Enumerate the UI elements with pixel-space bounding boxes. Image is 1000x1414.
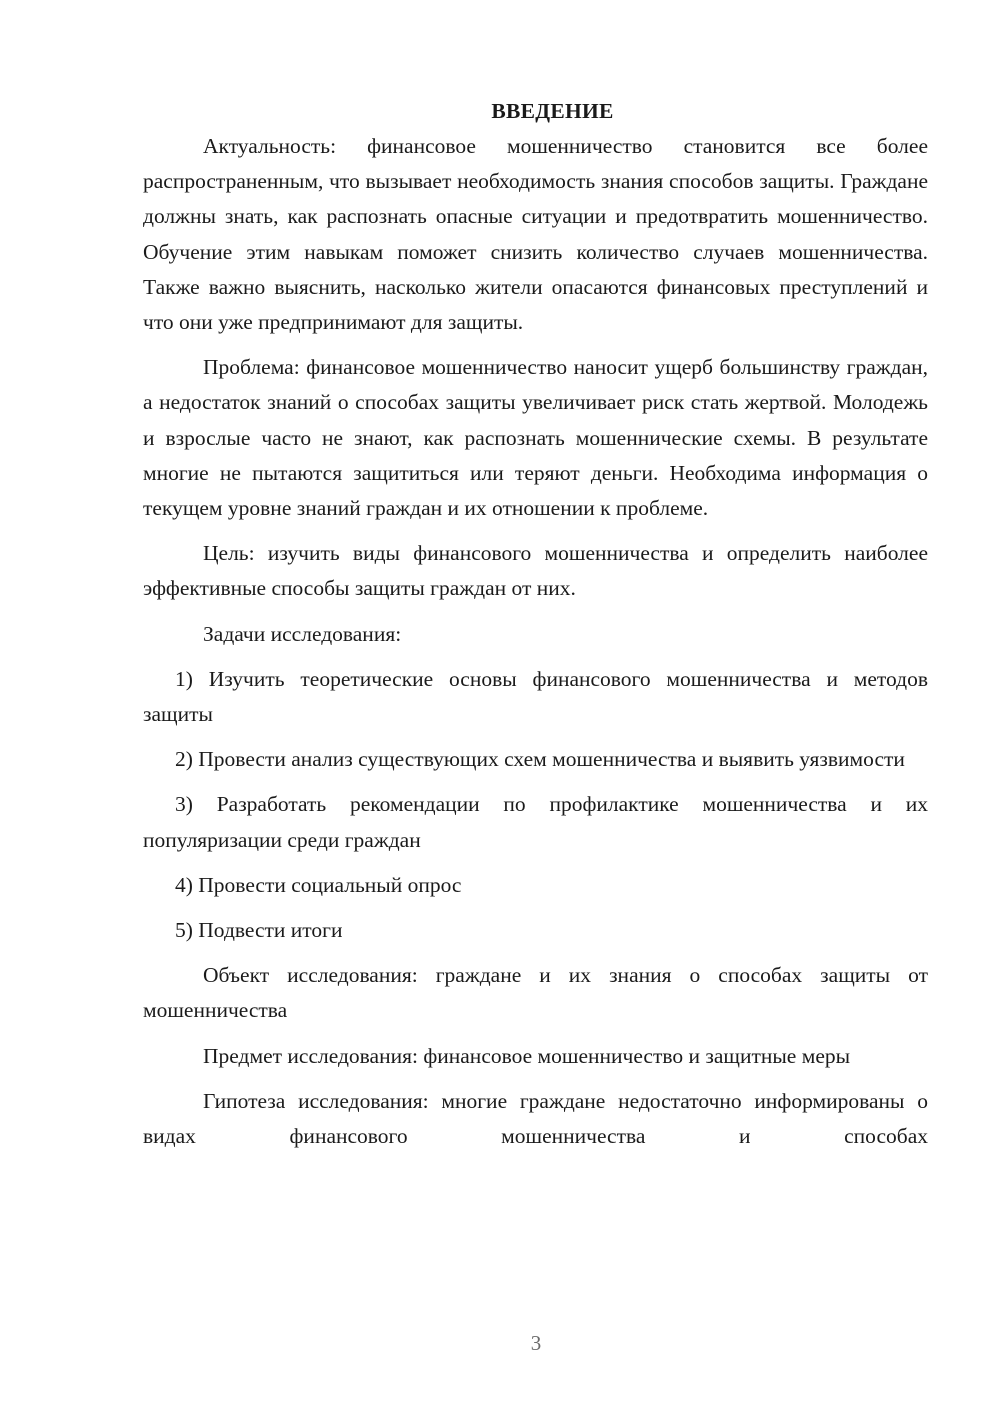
paragraph-relevance: Актуальность: финансовое мошенничество становится все более распространенным, что вызывает необходимость знания способов защиты. Граждане должны знать, как распознать опасные ситуации и предотвратить мошенничество. Обучение этим навыкам поможет снизить количество случаев мошенничества. Также важно выяснить, насколько жители опасаются финансовых преступлений и что они уже предпринимают для защиты. bbox=[143, 134, 928, 335]
page-number: 3 bbox=[530, 1331, 542, 1355]
paragraph-problem: Проблема: финансовое мошенничество наносит ущерб большинству граждан, а недостаток знаний о способах защиты увеличивает риск стать жертвой. Молодежь и взрослые часто не знают, как распознать мошеннические схемы. В результате многие не пытаются защититься или теряют деньги. Необходима информация о текущем уровне знаний граждан и их отношении к проблеме. bbox=[143, 355, 928, 521]
paragraph-subject: Предмет исследования: финансовое мошенничество и защитные меры bbox=[203, 1043, 851, 1068]
tasks-list bbox=[143, 662, 928, 948]
list-item: 2) Провести анализ существующих схем мошенничества и выявить уязвимости bbox=[175, 747, 905, 772]
list-item: 5) Подвести итоги bbox=[175, 918, 343, 943]
list-item: 4) Провести социальный опрос bbox=[175, 872, 462, 897]
paragraph-object: Объект исследования: граждане и их знания о способах защиты от мошенничества bbox=[143, 963, 928, 1023]
page-title: ВВЕДЕНИЕ bbox=[491, 99, 614, 123]
document-page bbox=[143, 94, 928, 1154]
paragraph-goal: Цель: изучить виды финансового мошенничества и определить наиболее эффективные способы защиты граждан от них. bbox=[143, 541, 928, 601]
tasks-heading: Задачи исследования: bbox=[203, 621, 402, 646]
list-item: 3) Разработать рекомендации по профилактике мошенничества и их популяризации среди граждан bbox=[143, 792, 928, 852]
list-item: 1) Изучить теоретические основы финансового мошенничества и методов защиты bbox=[143, 666, 928, 727]
paragraph-hypothesis: Гипотеза исследования: многие граждане недостаточно информированы о видах финансового мошенничества и способах bbox=[143, 1088, 928, 1149]
